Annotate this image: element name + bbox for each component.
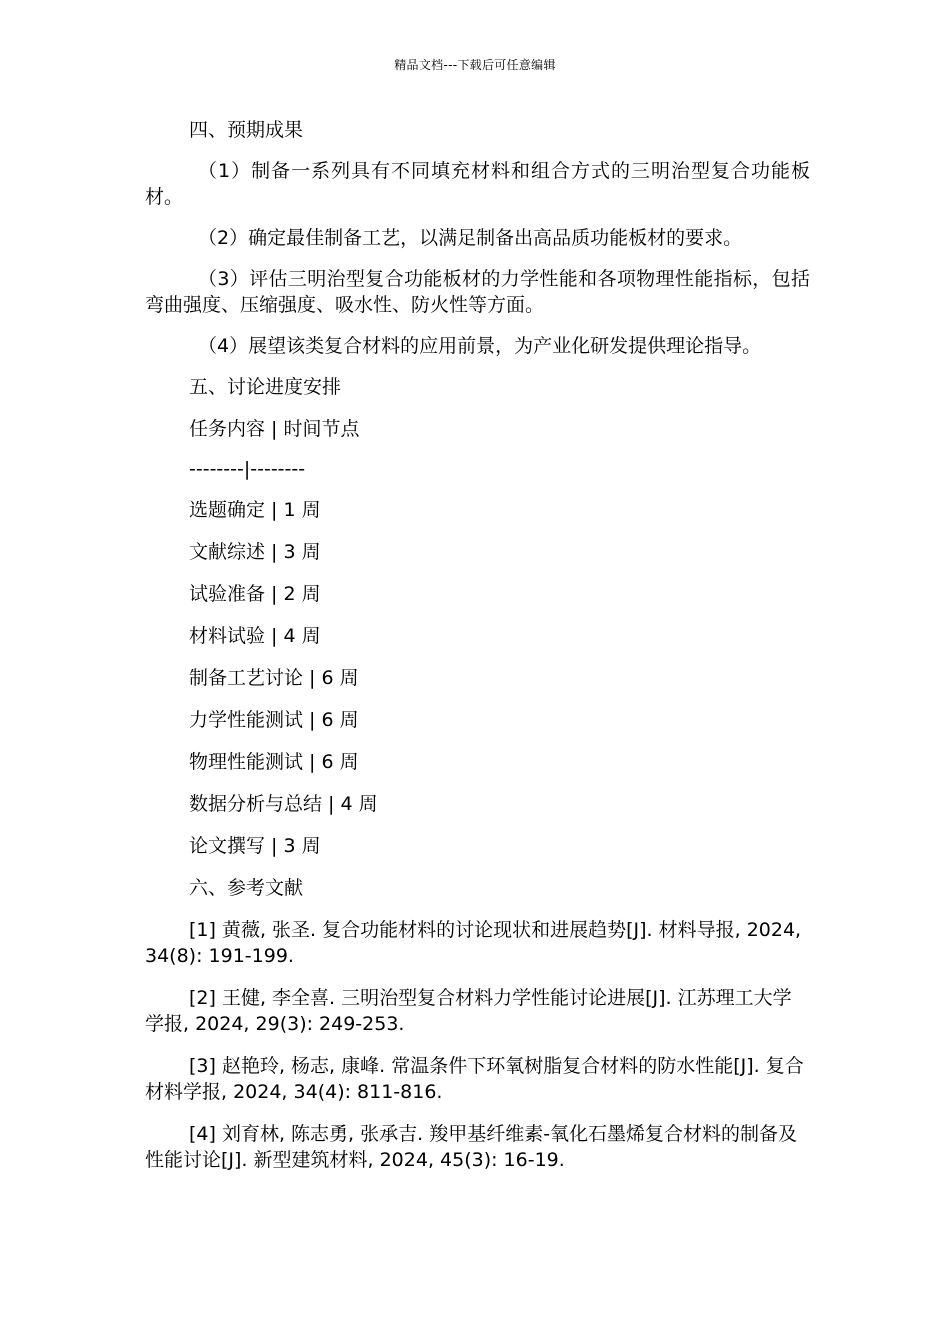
schedule-row: 力学性能测试 | 6 周 xyxy=(189,709,359,731)
schedule-row: 文献综述 | 3 周 xyxy=(189,541,321,563)
schedule-row: 数据分析与总结 | 4 周 xyxy=(189,793,378,815)
outcome-item-2: （2）确定最佳制备工艺，以满足制备出高品质功能板材的要求。 xyxy=(198,227,743,249)
outcome-item-3: （3）评估三明治型复合功能板材的力学性能和各项物理性能指标，包括弯曲强度、压缩强度、吸水性、防火性等方面。 xyxy=(145,268,810,316)
reference-item-2: [2] 王健, 李全喜. 三明治型复合材料力学性能讨论进展[J]. 江苏理工大学学报, 2024, 29(3): 249-253. xyxy=(145,987,792,1035)
section-4-title: 四、预期成果 xyxy=(189,119,304,141)
reference-item-1: [1] 黄薇, 张圣. 复合功能材料的讨论现状和进展趋势[J]. 材料导报, 2024, 34(8): 191-199. xyxy=(145,919,802,967)
section-6-title: 六、参考文献 xyxy=(189,877,304,899)
schedule-row: 试验准备 | 2 周 xyxy=(189,583,321,605)
schedule-table-header: 任务内容 | 时间节点 xyxy=(189,418,360,440)
outcome-item-1: （1）制备一系列具有不同填充材料和组合方式的三明治型复合功能板材。 xyxy=(145,160,810,208)
schedule-row: 制备工艺讨论 | 6 周 xyxy=(189,667,359,689)
schedule-table-separator: --------|-------- xyxy=(189,458,306,480)
schedule-row: 物理性能测试 | 6 周 xyxy=(189,751,359,773)
reference-item-3: [3] 赵艳玲, 杨志, 康峰. 常温条件下环氧树脂复合材料的防水性能[J]. 复合材料学报, 2024, 34(4): 811-816. xyxy=(145,1055,804,1103)
page-header: 精品文档---下载后可任意编辑 xyxy=(394,58,556,72)
schedule-row: 论文撰写 | 3 周 xyxy=(189,835,321,857)
schedule-row: 选题确定 | 1 周 xyxy=(189,499,321,521)
document-body xyxy=(145,117,810,1173)
schedule-row: 材料试验 | 4 周 xyxy=(189,625,321,647)
reference-item-4: [4] 刘育林, 陈志勇, 张承吉. 羧甲基纤维素-氧化石墨烯复合材料的制备及性能讨论[J]. 新型建筑材料, 2024, 45(3): 16-19. xyxy=(145,1123,798,1171)
outcome-item-4: （4）展望该类复合材料的应用前景，为产业化研发提供理论指导。 xyxy=(198,335,762,357)
section-5-title: 五、讨论进度安排 xyxy=(189,376,342,398)
